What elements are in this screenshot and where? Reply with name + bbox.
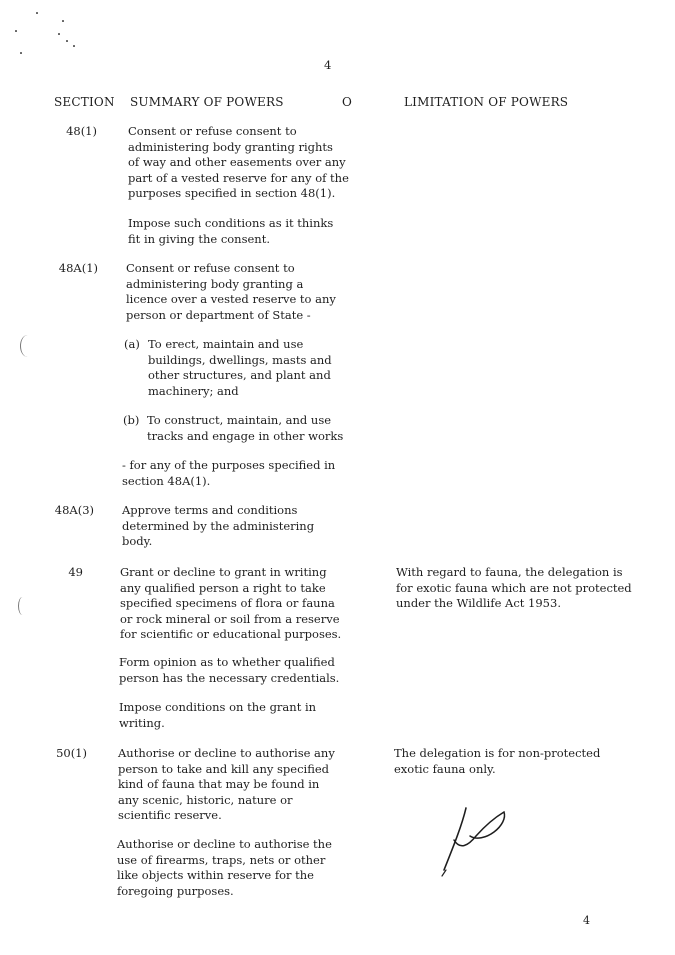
summary-tail: - for any of the purposes specified in section 48A(1).: [122, 458, 336, 488]
summary-paragraph: Impose such conditions as it thinks fit in giving the consent.: [128, 216, 334, 246]
item-label: (a): [124, 337, 140, 351]
summary-paragraph: Approve terms and conditions determined by the administering body.: [122, 503, 315, 549]
summary-paragraph: Grant or decline to grant in writing any qualified person a right to take specified specimens of flora or fauna or rock mineral or soil from a reserve for scientific or educational purposes.: [120, 565, 342, 642]
summary-paragraph: Consent or refuse consent to administering body granting rights of way and other easements over any part of a vested reserve for any of the purposes specified in section 48(1).: [128, 124, 349, 201]
header-marker: O: [342, 95, 353, 109]
header-section: SECTION: [54, 95, 115, 109]
summary-paragraph: Form opinion as to whether qualified person has the necessary credentials.: [119, 655, 340, 685]
summary-paragraph: Consent or refuse consent to administering body granting a licence over a vested reserve to any person or department of State -: [126, 261, 336, 322]
section-number: 48(1): [66, 124, 97, 138]
binder-mark-bottom: [18, 597, 27, 615]
limitation-text: With regard to fauna, the delegation is for exotic fauna which are not protected under the Wildlife Act 1953.: [396, 565, 632, 611]
limitation-text: The delegation is for non-protected exotic fauna only.: [394, 746, 601, 776]
signature-initials: [432, 800, 522, 880]
summary-paragraph: Authorise or decline to authorise the use of firearms, traps, nets or other like objects within reserve for the foregoing purposes.: [117, 837, 332, 898]
summary-paragraph: Impose conditions on the grant in writing.: [119, 700, 317, 730]
section-number: 49: [68, 565, 83, 579]
item-text: To erect, maintain and use buildings, dwellings, masts and other structures, and plant and machinery; and: [148, 337, 332, 398]
header-summary: SUMMARY OF POWERS: [130, 95, 284, 109]
item-label: (b): [123, 413, 140, 427]
header-limitation: LIMITATION OF POWERS: [404, 95, 569, 109]
section-number: 50(1): [56, 746, 87, 760]
summary-paragraph: Authorise or decline to authorise any person to take and kill any specified kind of fauna that may be found in any scenic, historic, nature or scientific reserve.: [118, 746, 335, 823]
page-number-bottom: 4: [583, 914, 590, 927]
item-text: To construct, maintain, and use tracks and engage in other works: [147, 413, 344, 443]
page-number-top: 4: [324, 58, 332, 72]
binder-mark-top: [20, 335, 35, 357]
section-number: 48A(1): [58, 261, 98, 275]
section-number: 48A(3): [54, 503, 94, 517]
